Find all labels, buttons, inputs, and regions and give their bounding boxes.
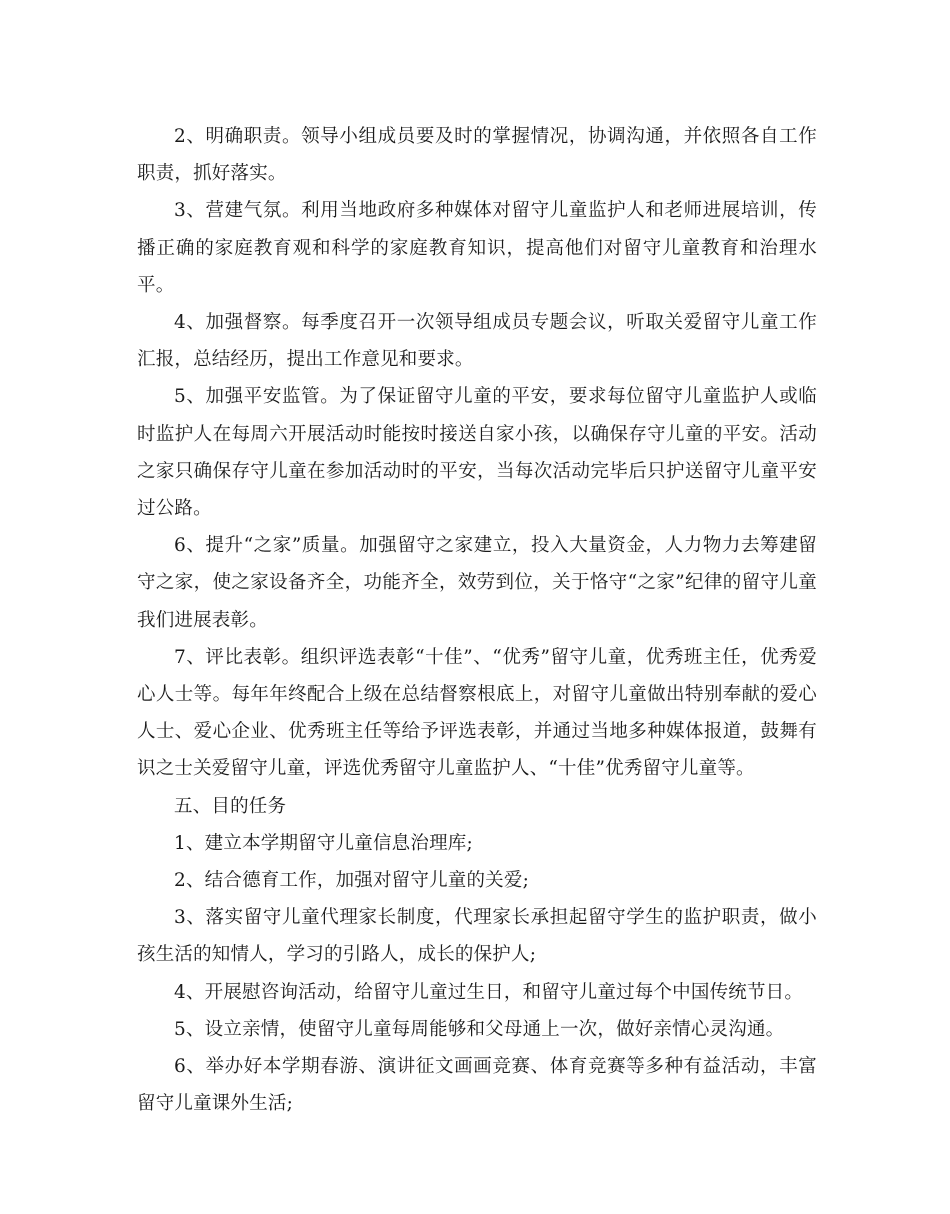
- goal-item-3: 3、落实留守儿童代理家长制度，代理家长承担起留守学生的监护职责，做小孩生活的知情人，学习的引路人，成长的保护人;: [137, 907, 817, 966]
- paragraph-safety: 5、加强平安监管。为了保证留守儿童的平安，要求每位留守儿童监护人或临时监护人在每周六开展活动时能按时接送自家小孩，以确保存守儿童的平安。活动之家只确保存守儿童在参加活动时的平安，当每次活动完毕后只护送留守儿童平安过公路。: [137, 386, 817, 520]
- goal-item-5: 5、设立亲情，使留守儿童每周能够和父母通上一次，做好亲情心灵沟通。: [174, 1018, 785, 1040]
- document-body: [137, 118, 817, 1122]
- goal-item-4: 4、开展慰咨询活动，给留守儿童过生日，和留守儿童过每个中国传统节日。: [174, 981, 804, 1003]
- goal-item-6: 6、举办好本学期春游、演讲征文画画竞赛、体育竞赛等多种有益活动，丰富留守儿童课外生活;: [137, 1056, 817, 1115]
- paragraph-supervision: 4、加强督察。每季度召开一次领导组成员专题会议，听取关爱留守儿童工作汇报，总结经历，提出工作意见和要求。: [137, 312, 817, 371]
- paragraph-duty: 2、明确职责。领导小组成员要及时的掌握情况，协调沟通，并依照各自工作职责，抓好落实。: [137, 126, 817, 185]
- paragraph-commendation: 7、评比表彰。组织评选表彰“十佳”、“优秀”留守儿童，优秀班主任，优秀爱心人士等。每年年终配合上级在总结督察根底上，对留守儿童做出特别奉献的爱心人士、爱心企业、优秀班主任等给予评选表彰，并通过当地多种媒体报道，鼓舞有识之士关爱留守儿童，评选优秀留守儿童监护人、“十佳”优秀留守儿童等。: [137, 646, 817, 780]
- section-heading-goals: 五、目的任务: [174, 795, 287, 817]
- paragraph-home-quality: 6、提升“之家”质量。加强留守之家建立，投入大量资金，人力物力去筹建留守之家，使之家设备齐全，功能齐全，效劳到位，关于恪守“之家”纪律的留守儿童我们进展表彰。: [137, 535, 817, 631]
- goal-item-2: 2、结合德育工作，加强对留守儿童的关爱;: [174, 870, 530, 892]
- goal-item-1: 1、建立本学期留守儿童信息治理库;: [174, 832, 473, 854]
- paragraph-atmosphere: 3、营建气氛。利用当地政府多种媒体对留守儿童监护人和老师进展培训，传播正确的家庭教育观和科学的家庭教育知识，提高他们对留守儿童教育和治理水平。: [137, 200, 817, 296]
